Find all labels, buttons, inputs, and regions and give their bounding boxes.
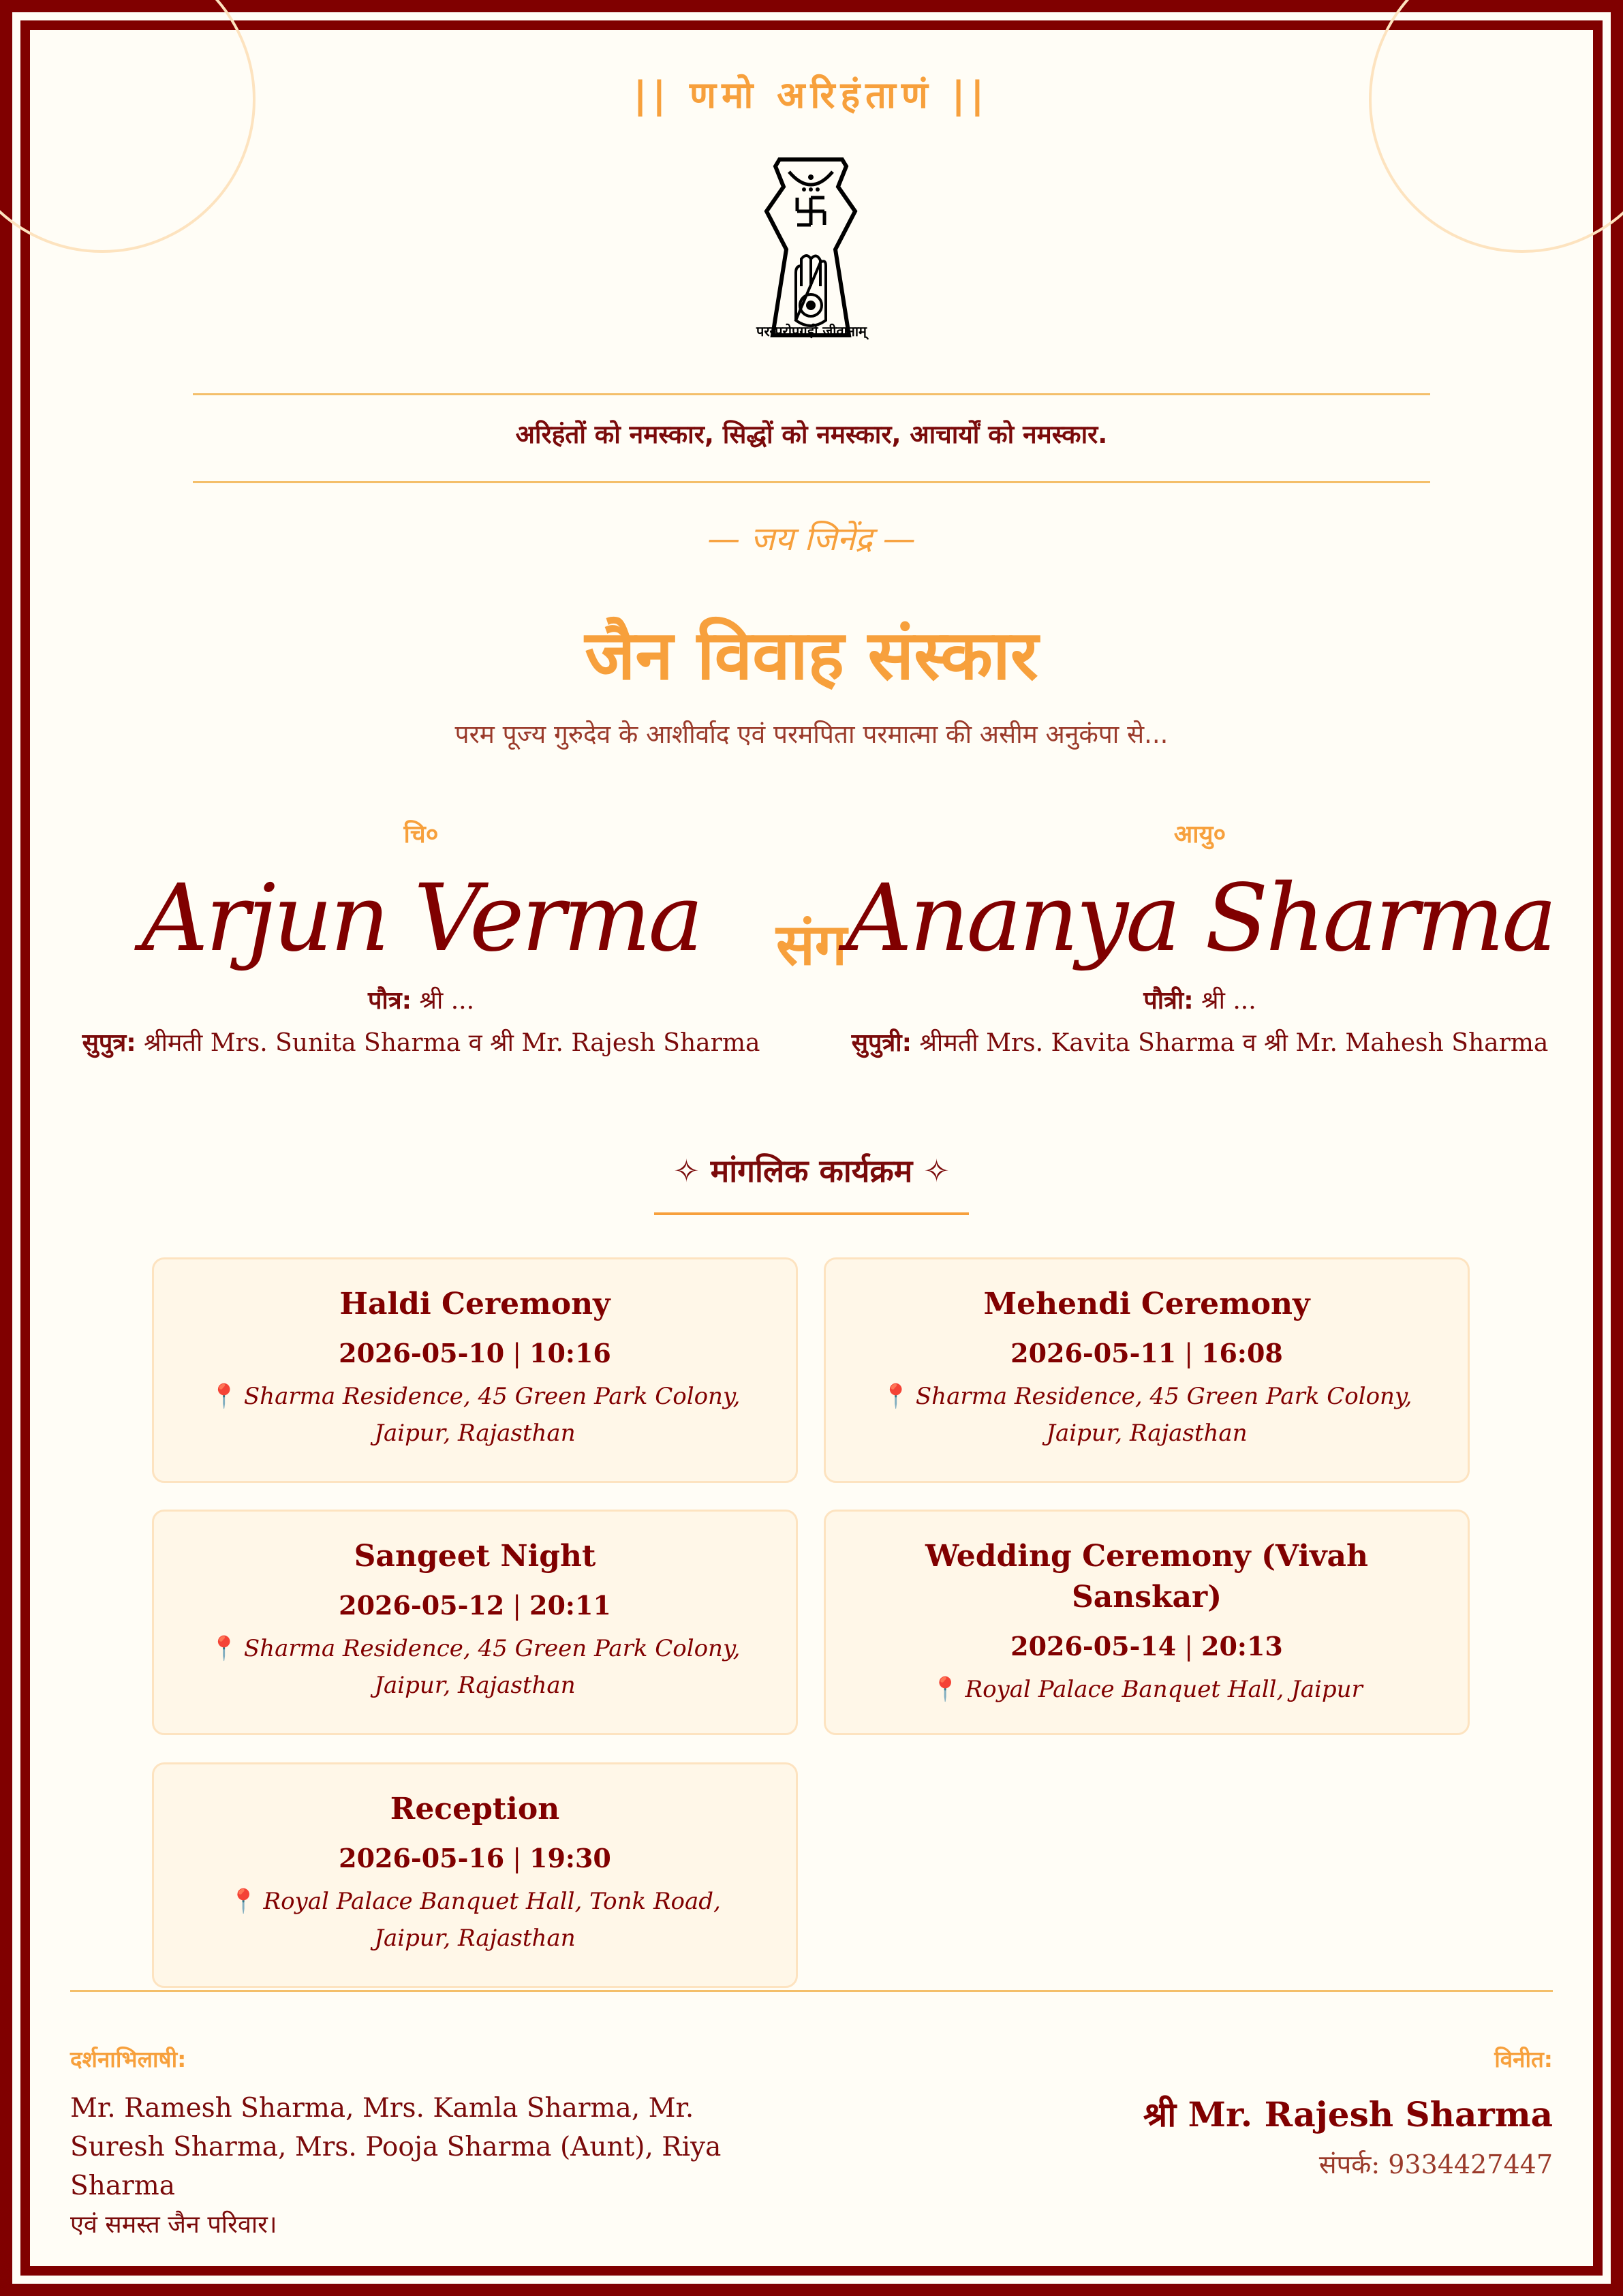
- venue-text: Sharma Residence, 45 Green Park Colony, Jaipur, Rajasthan: [243, 1383, 741, 1447]
- venue-text: Royal Palace Banquet Hall, Jaipur: [965, 1676, 1363, 1703]
- event-time: 10:16: [529, 1338, 611, 1368]
- separator: |: [1184, 1338, 1194, 1368]
- grand-value: श्री ...: [1201, 987, 1256, 1015]
- event-title: Mehendi Ceremony: [983, 1287, 1310, 1321]
- host-name: श्री Mr. Rajesh Sharma: [1143, 2094, 1553, 2134]
- event-time: 19:30: [529, 1843, 611, 1873]
- footer-right: [871, 2043, 1553, 2182]
- divider-top: [193, 393, 1430, 395]
- bride-section: [808, 816, 1592, 1065]
- event-card: [152, 1762, 798, 1988]
- event-venue: [860, 1378, 1434, 1452]
- groom-prefix: चि०: [403, 821, 439, 848]
- subtitle: परम पूज्य गुरुदेव के आशीर्वाद एवं परमपिता परमात्मा की असीम अनुकंपा से...: [454, 720, 1169, 749]
- daughter-label: सुपुत्री:: [851, 1029, 912, 1057]
- separator: |: [512, 1338, 522, 1368]
- bride-parents: [808, 1022, 1592, 1065]
- event-date: 2026-05-10: [339, 1338, 505, 1368]
- grand-value: श्री ...: [419, 987, 475, 1015]
- well-wishers-names: Mr. Ramesh Sharma, Mrs. Kamla Sharma, Mr. Suresh Sharma, Mrs. Pooja Sharma (Aunt), Riya Sharma: [70, 2093, 722, 2201]
- event-title: Sangeet Night: [354, 1539, 596, 1574]
- logo-caption: परस्परोपग्रहो जीवानाम्: [756, 323, 867, 339]
- greeting: — जय जिनेंद्र —: [707, 520, 916, 558]
- event-venue: [188, 1378, 762, 1452]
- grand-label: पौत्र:: [367, 987, 412, 1015]
- pin-icon: 📍: [931, 1676, 960, 1703]
- events-heading: ✧ मांगलिक कार्यक्रम ✧: [673, 1152, 950, 1189]
- parents-value: श्रीमती Mrs. Kavita Sharma व श्री Mr. Mahesh Sharma: [919, 1029, 1549, 1057]
- well-wishers-suffix: एवं समस्त जैन परिवार।: [70, 2211, 277, 2239]
- separator: |: [1184, 1632, 1194, 1662]
- event-card: [152, 1257, 798, 1483]
- event-card: [152, 1510, 798, 1735]
- groom-grandparent: [29, 980, 813, 1022]
- grand-label: पौत्री:: [1143, 987, 1194, 1015]
- well-wishers-label: दर्शनाभिलाषी:: [70, 2046, 187, 2072]
- namaskar-text: अरिहंतों को नमस्कार, सिद्धों को नमस्कार, आचार्यों को नमस्कार.: [515, 420, 1108, 449]
- event-title: Reception: [390, 1792, 560, 1826]
- event-date: 2026-05-12: [339, 1590, 505, 1621]
- venue-text: Royal Palace Banquet Hall, Tonk Road, Jaipur, Rajasthan: [263, 1888, 721, 1952]
- son-label: सुपुत्र:: [82, 1029, 136, 1057]
- host-contact: संपर्क: 9334427447: [1318, 2149, 1553, 2179]
- separator: |: [512, 1843, 522, 1873]
- footer-divider: [70, 1990, 1553, 1992]
- event-date: 2026-05-16: [339, 1843, 505, 1873]
- venue-text: Sharma Residence, 45 Green Park Colony, Jaipur, Rajasthan: [243, 1635, 741, 1699]
- event-datetime: [860, 1627, 1434, 1666]
- mantra: || णमो अरिहंताणं ||: [633, 74, 990, 117]
- separator: |: [512, 1591, 522, 1621]
- bride-grandparent: [808, 980, 1592, 1022]
- jain-emblem-logo: [762, 157, 860, 348]
- event-time: 20:13: [1201, 1631, 1283, 1662]
- pin-icon: 📍: [209, 1635, 238, 1662]
- event-date: 2026-05-14: [1010, 1631, 1177, 1662]
- event-datetime: [188, 1334, 762, 1373]
- event-venue: [188, 1883, 762, 1957]
- pin-icon: 📍: [209, 1383, 238, 1410]
- host-label: विनीत:: [1494, 2046, 1553, 2072]
- event-datetime: [188, 1839, 762, 1878]
- event-time: 20:11: [529, 1590, 611, 1621]
- bride-prefix: आयु०: [1173, 821, 1226, 848]
- footer-left: [70, 2043, 752, 2244]
- pin-icon: 📍: [229, 1888, 258, 1915]
- bride-name: Ananya Sharma: [845, 865, 1555, 973]
- event-title: Wedding Ceremony (Vivah Sanskar): [925, 1539, 1369, 1614]
- event-datetime: [860, 1334, 1434, 1373]
- pin-icon: 📍: [881, 1383, 910, 1410]
- event-date: 2026-05-11: [1010, 1338, 1177, 1368]
- groom-name: Arjun Verma: [141, 865, 701, 973]
- event-time: 16:08: [1201, 1338, 1283, 1368]
- groom-parents: [29, 1022, 813, 1065]
- event-venue: [860, 1671, 1434, 1708]
- page-title: जैन विवाह संस्कार: [585, 615, 1038, 695]
- venue-text: Sharma Residence, 45 Green Park Colony, Jaipur, Rajasthan: [915, 1383, 1412, 1447]
- events-heading-underline: [654, 1212, 969, 1215]
- parents-value: श्रीमती Mrs. Sunita Sharma व श्री Mr. Rajesh Sharma: [144, 1029, 760, 1057]
- event-datetime: [188, 1587, 762, 1625]
- divider-bottom: [193, 481, 1430, 483]
- event-card: [824, 1257, 1470, 1483]
- event-venue: [188, 1630, 762, 1704]
- event-title: Haldi Ceremony: [339, 1287, 610, 1321]
- event-card: [824, 1510, 1470, 1735]
- connector: संग: [775, 911, 848, 978]
